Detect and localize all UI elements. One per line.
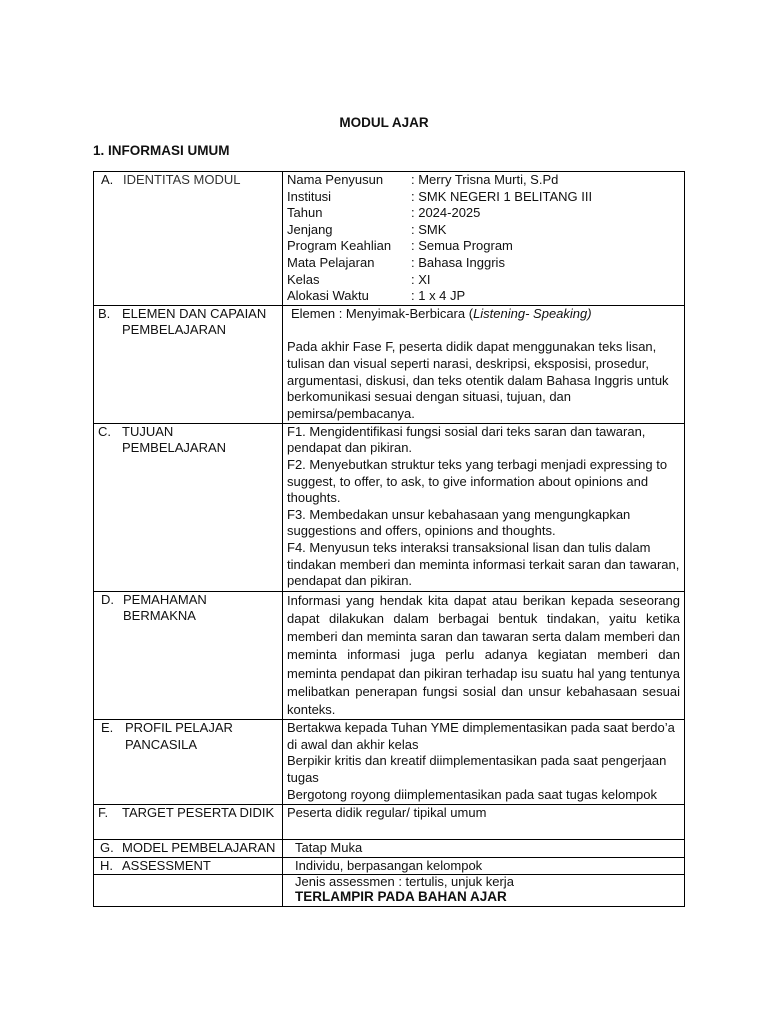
row-label: IDENTITAS MODUL bbox=[123, 172, 241, 187]
assessment-value: Individu, berpasangan kelompok bbox=[295, 857, 483, 873]
field-program-keahlian: Program Keahlian : Semua Program bbox=[287, 238, 513, 254]
capaian-paragraph: Pada akhir Fase F, peserta didik dapat menggunakan teks lisan, tulisan dan visual seperti narasi, deskripsi, eksposisi, prosedur, argumentasi, diskusi, dan teks otentik dalam Bahasa Inggris untuk berkomunikasi sesuai dengan situasi, tujuan, dan pemirsa/pembacanya. bbox=[287, 339, 669, 421]
row-label: PEMAHAMAN BERMAKNA bbox=[123, 591, 207, 624]
table-row-elemen bbox=[94, 305, 685, 423]
table-row-assessment-detail bbox=[94, 875, 685, 907]
tujuan-item: F1. Mengidentifikasi fungsi sosial dari teks saran dan tawaran, pendapat dan pikiran. bbox=[287, 423, 646, 456]
field-tahun: Tahun : 2024-2025 bbox=[287, 205, 481, 221]
profil-item: Bergotong royong diimplementasikan pada saat tugas kelompok bbox=[287, 786, 658, 802]
table-row-tujuan bbox=[94, 423, 685, 591]
elemen-line: Elemen : Menyimak-Berbicara (Listening- Speaking) bbox=[291, 305, 592, 321]
row-label: TARGET PESERTA DIDIK bbox=[122, 805, 275, 821]
row-letter: B. bbox=[98, 305, 111, 321]
row-letter: H. bbox=[100, 857, 113, 873]
assessment-jenis: Jenis assessmen : tertulis, unjuk kerja bbox=[295, 874, 514, 890]
label-cell-assessment bbox=[94, 857, 283, 875]
profil-item: Berpikir kritis dan kreatif diimplementasikan pada saat pengerjaan tugas bbox=[287, 753, 667, 785]
content-cell-assessment-detail bbox=[283, 875, 685, 907]
tujuan-item: F2. Menyebutkan struktur teks yang terbagi menjadi expressing to suggest, to offer, to ask, to give information about opinions and thoughts. bbox=[287, 456, 668, 506]
label-cell-model bbox=[94, 840, 283, 858]
field-nama-penyusun: Nama Penyusun : Merry Trisna Murti, S.Pd bbox=[287, 172, 559, 187]
tujuan-item: F3. Membedakan unsur kebahasaan yang mengungkapkan suggestions and offers, opinions and thoughts. bbox=[287, 506, 631, 539]
field-alokasi-waktu: Alokasi Waktu : 1 x 4 JP bbox=[287, 288, 466, 304]
row-label: ELEMEN DAN CAPAIAN PEMBELAJARAN bbox=[122, 305, 267, 338]
row-label: MODEL PEMBELAJARAN bbox=[122, 840, 276, 856]
profil-item: Bertakwa kepada Tuhan YME dimplementasikan pada saat berdo’a di awal dan akhir kelas bbox=[287, 720, 675, 752]
informasi-umum-table bbox=[93, 171, 685, 907]
target-value: Peserta didik regular/ tipikal umum bbox=[287, 805, 487, 821]
label-cell-tujuan bbox=[94, 423, 283, 591]
row-label: PROFIL PELAJAR PANCASILA bbox=[125, 720, 233, 752]
section-title: 1. INFORMASI UMUM bbox=[93, 143, 230, 158]
row-label: TUJUAN PEMBELAJARAN bbox=[122, 423, 227, 456]
field-mata-pelajaran: Mata Pelajaran : Bahasa Inggris bbox=[287, 254, 505, 270]
label-cell-profil bbox=[94, 720, 283, 805]
table-row-identitas bbox=[94, 172, 685, 306]
table-row-profil bbox=[94, 720, 685, 805]
content-cell-assessment bbox=[283, 857, 685, 875]
field-institusi: Institusi : SMK NEGERI 1 BELITANG III bbox=[287, 188, 593, 204]
row-label: ASSESSMENT bbox=[122, 857, 211, 873]
content-cell-pemahaman bbox=[283, 591, 685, 719]
content-cell-identitas bbox=[283, 172, 685, 306]
document-title: MODUL AJAR bbox=[339, 115, 429, 130]
model-value: Tatap Muka bbox=[295, 840, 363, 856]
row-letter: C. bbox=[98, 423, 111, 439]
row-letter: F. bbox=[98, 805, 109, 821]
content-cell-model bbox=[283, 840, 685, 858]
content-cell-elemen bbox=[283, 305, 685, 423]
table-row-pemahaman bbox=[94, 591, 685, 719]
row-letter: D. bbox=[101, 591, 114, 607]
content-cell-tujuan bbox=[283, 423, 685, 591]
row-letter: E. bbox=[101, 720, 114, 736]
content-cell-target bbox=[283, 805, 685, 840]
row-letter: A. bbox=[101, 172, 114, 187]
label-cell-pemahaman bbox=[94, 591, 283, 719]
assessment-note: TERLAMPIR PADA BAHAN AJAR bbox=[295, 889, 507, 905]
table-row-target bbox=[94, 805, 685, 840]
field-jenjang: Jenjang : SMK bbox=[287, 221, 447, 237]
row-letter: G. bbox=[100, 840, 114, 856]
tujuan-item: F4. Menyusun teks interaksi transaksional lisan dan tulis dalam tindakan memberi dan meminta informasi terkait saran dan tawaran, pendapat dan pikiran. bbox=[287, 539, 680, 589]
content-cell-profil bbox=[283, 720, 685, 805]
label-cell-empty bbox=[94, 875, 283, 907]
field-kelas: Kelas : XI bbox=[287, 271, 431, 287]
label-cell-target bbox=[94, 805, 283, 840]
table-row-model bbox=[94, 840, 685, 858]
label-cell-identitas bbox=[94, 172, 283, 306]
table-row-assessment bbox=[94, 857, 685, 875]
pemahaman-paragraph: Informasi yang hendak kita dapat atau berikan kepada seseorang dapat dilakukan dalam berbagai bentuk tindakan, yaitu ketika memberi dan meminta saran dan tawaran serta dalam memberi dan meminta informasi juga perlu adanya kegiatan memberi dan meminta pendapat dan pikiran terhadap isu suatu hal yang tentunya melibatkan penerapan fungsi sosial dan unsur kebahasaan sesuai konteks. bbox=[287, 592, 680, 717]
label-cell-elemen bbox=[94, 305, 283, 423]
